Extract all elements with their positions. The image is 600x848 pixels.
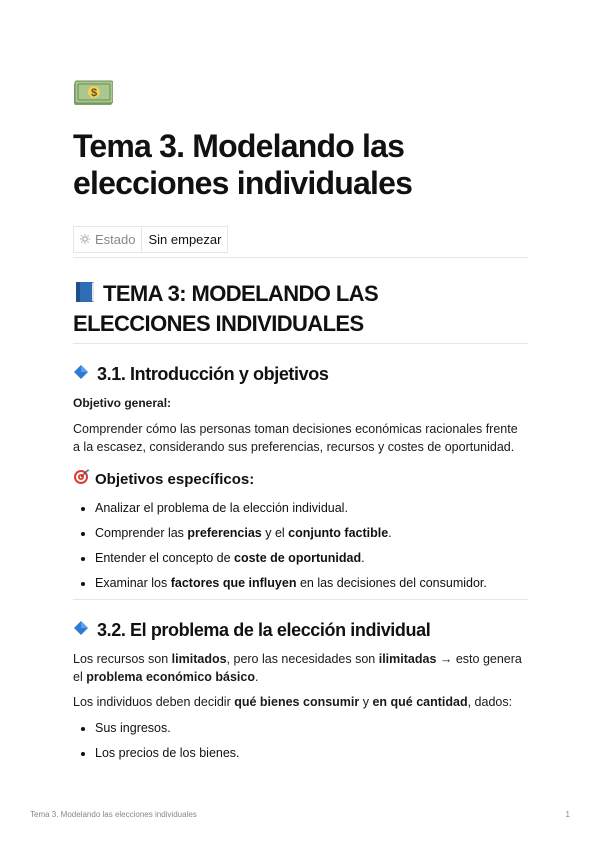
objetivo-text: Comprender cómo las personas toman decisiones económicas racionales frente a la escasez, considerando sus preferencias, recursos y costes de oportunidad.: [73, 422, 518, 454]
property-value[interactable]: Sin empezar: [148, 232, 222, 247]
property-row[interactable]: [73, 226, 228, 253]
divider: [73, 257, 528, 258]
objetivo-label: Objetivo general:: [73, 396, 172, 410]
paragraph-individuos: Los individuos deben decidir qué bienes consumir y en qué cantidad, dados:: [73, 695, 513, 709]
footer-title: Tema 3. Modelando las elecciones individuales: [30, 810, 197, 819]
divider: [73, 599, 528, 600]
list-item: • Entender el concepto de coste de oportunidad.: [95, 549, 528, 567]
page-number: 1: [565, 810, 570, 819]
list-item: • Comprender las preferencias y el conjunto factible.: [95, 524, 528, 542]
page-footer: [30, 810, 570, 819]
paragraph-recursos: Los recursos son limitados, pero las necesidades son ilimitadas → esto genera el problema económico básico.: [73, 652, 522, 684]
section-heading: TEMA 3: MODELANDO LAS ELECCIONES INDIVIDUALES: [73, 281, 379, 336]
divider: [73, 343, 528, 344]
page-title: Tema 3. Modelando las elecciones individuales: [73, 128, 413, 201]
objetivos-especificos-heading: Objetivos específicos:: [73, 468, 528, 491]
subsection-heading-3-2: 3.2. El problema de la elección individual: [73, 618, 528, 642]
property-key: Estado: [74, 227, 142, 252]
sun-icon: [80, 232, 90, 247]
target-icon: [73, 468, 90, 491]
money-bill-icon: [73, 78, 113, 108]
dados-list: [73, 719, 528, 762]
objetivos-list: [73, 499, 528, 592]
blue-diamond-icon: [73, 362, 89, 386]
list-item: • Sus ingresos.: [95, 719, 528, 737]
subsection-heading-3-1: 3.1. Introducción y objetivos: [73, 362, 528, 386]
list-item: • Examinar los factores que influyen en las decisiones del consumidor.: [95, 574, 528, 592]
list-item: • Los precios de los bienes.: [95, 744, 528, 762]
blue-diamond-icon: [73, 618, 89, 642]
page: [73, 78, 528, 769]
list-item: • Analizar el problema de la elección individual.: [95, 499, 528, 517]
blue-book-icon: [73, 280, 97, 310]
svg-text:$: $: [90, 87, 98, 99]
